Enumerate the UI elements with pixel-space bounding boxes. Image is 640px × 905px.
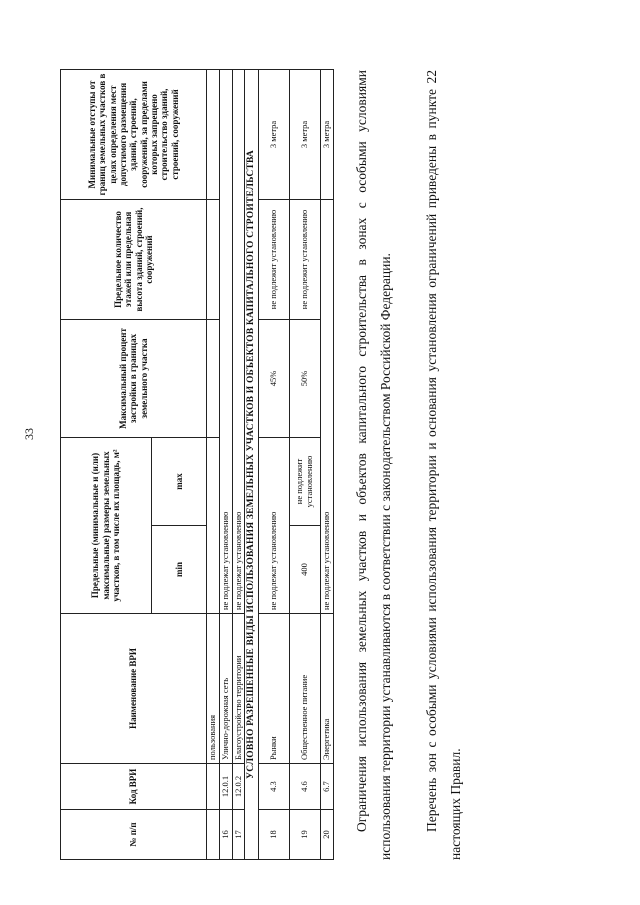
section-title: УСЛОВНО РАЗРЕШЕННЫЕ ВИДЫ ИСПОЛЬЗОВАНИЯ ЗЕМЕЛЬНЫХ УЧАСТКОВ И ОБЪЕКТОВ КАПИТАЛЬНОГО СТРОИТЕЛЬСТВА (245, 69, 259, 859)
table-row: 18 4.3 Рынки не подлежат установлению 45% не подлежит установлению 3 метра (259, 69, 290, 859)
table-header-row (61, 69, 152, 859)
header-min: min (152, 526, 207, 614)
header-percent: Максимальный процент застройки в границах земельного участка (61, 319, 207, 437)
table-row (207, 69, 220, 859)
header-code: Код ВРИ (61, 764, 207, 810)
header-max: max (152, 437, 207, 525)
rotated-page-content (60, 60, 580, 860)
zoning-table (60, 69, 334, 860)
paragraph-zone-list: Перечень зон с особыми условиями использования территории и основания установления ограничений приведены в пункте 22 настоящих Правил. (424, 70, 463, 860)
header-no: № п/п (61, 810, 207, 860)
table-row: 17 12.0.2 Благоустройство территории не подлежат установлению (232, 69, 245, 859)
row-continuation: пользования (207, 614, 220, 764)
header-name: Наименование ВРИ (61, 614, 207, 764)
table-row: 19 4.6 Общественное питание 400 не подлежит установлению 50% не подлежит установлению 3 метра (290, 69, 321, 859)
page-number: 33 (22, 428, 36, 440)
header-size: Предельные (минимальные и (или) максимальные) размеры земельных участков, в том числе их площадь, м² (61, 437, 152, 613)
table-row: 16 12.0.1 Улично-дорожная сеть не подлежат установлению (219, 69, 232, 859)
paragraph-restrictions: Ограничения использования земельных участков и объектов капитального строительства в зонах с особыми условиями использования территории устанавливаются в соответствии с законодательством Российской Федерации. (354, 70, 393, 860)
section-row (245, 69, 259, 859)
header-floors: Предельное количество этажей или предельная высота зданий, строений, сооружений (61, 199, 207, 319)
table-row: 20 6.7 Энергетика не подлежат установлению 3 метра (321, 69, 334, 859)
header-setback: Минимальные отступы от границ земельных участков в целях определения мест допустимого размещения зданий, строений, сооружений, за пределами которых запрещено строительство зданий, строений, сооружений (61, 69, 207, 199)
